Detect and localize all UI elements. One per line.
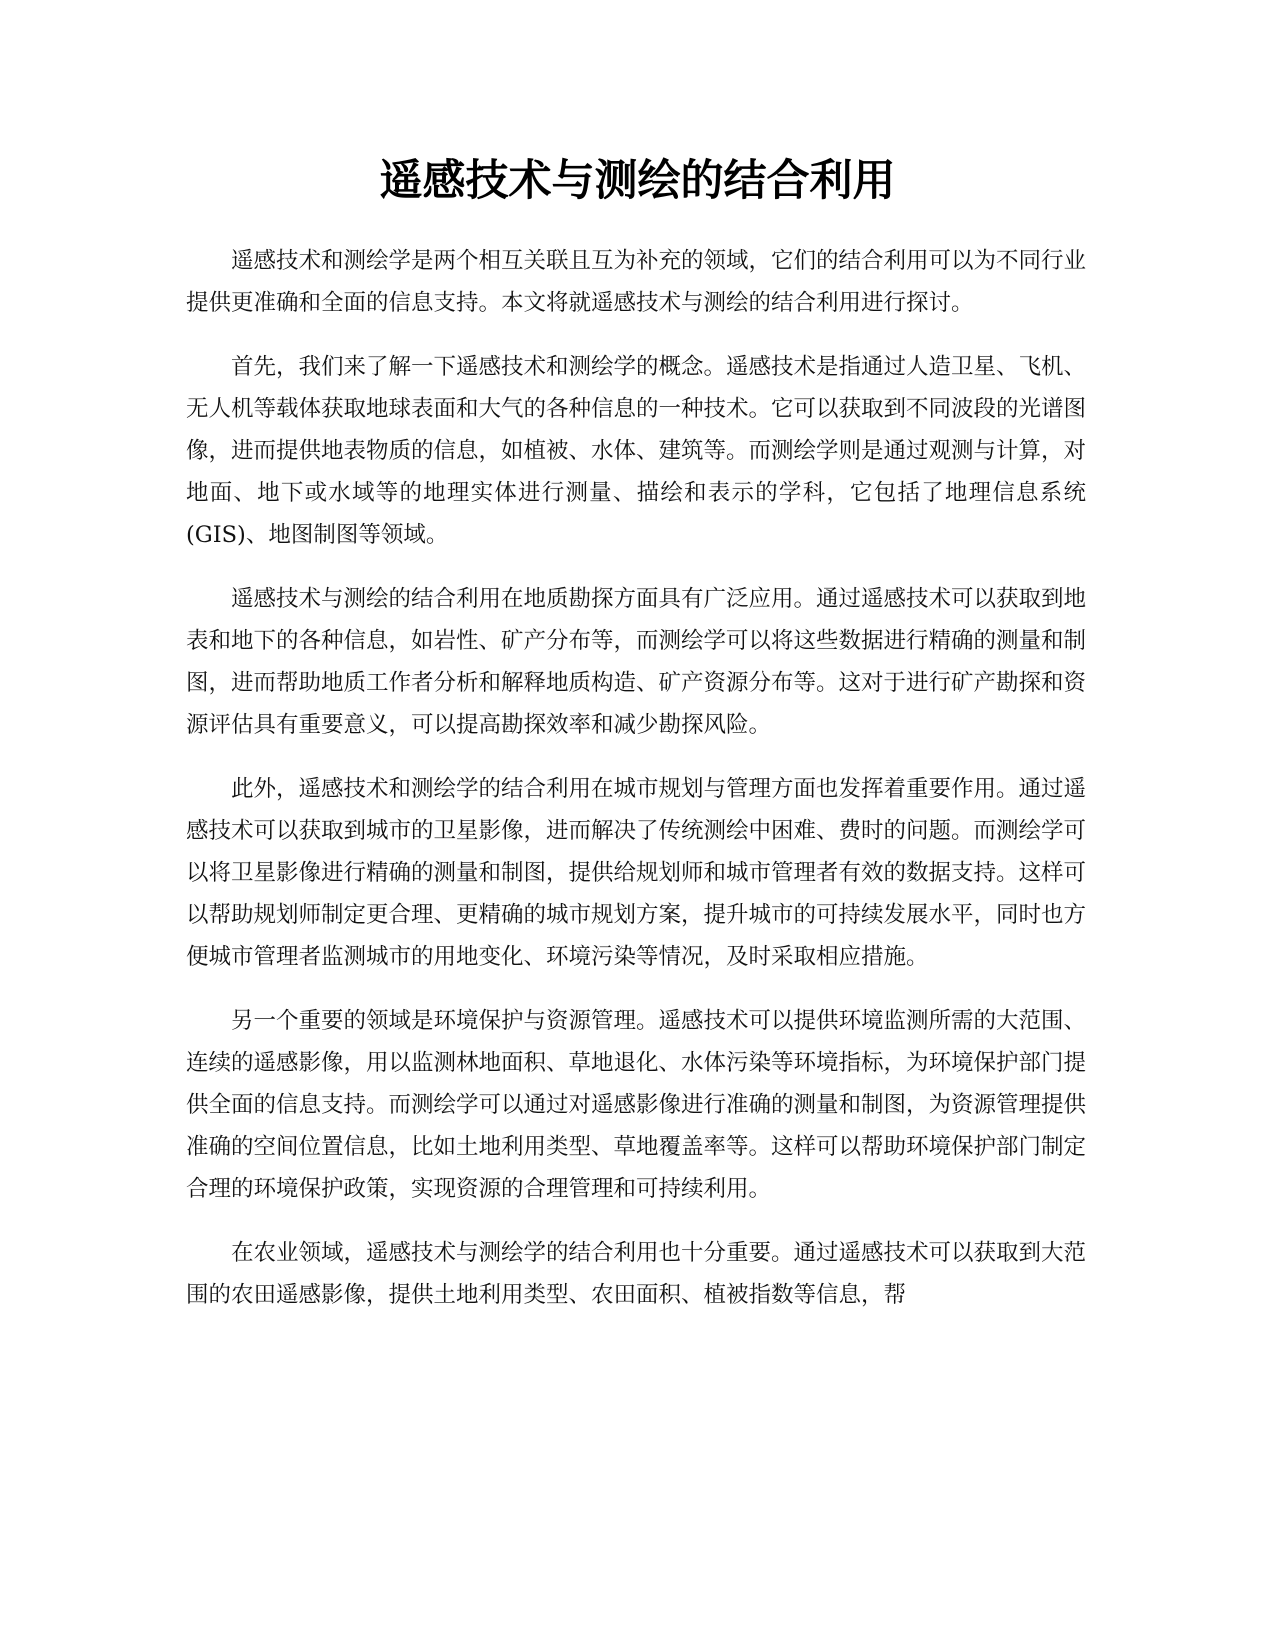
paragraph-geology: 遥感技术与测绘的结合利用在地质勘探方面具有广泛应用。通过遥感技术可以获取到地表和地下的各种信息，如岩性、矿产分布等，而测绘学可以将这些数据进行精确的测量和制图，进而帮助地质工作者分析和解释地质构造、矿产资源分布等。这对于进行矿产勘探和资源评估具有重要意义，可以提高勘探效率和减少勘探风险。 xyxy=(186,586,1087,738)
paragraph-agriculture: 在农业领域，遥感技术与测绘学的结合利用也十分重要。通过遥感技术可以获取到大范围的农田遥感影像，提供土地利用类型、农田面积、植被指数等信息，帮 xyxy=(186,1240,1087,1308)
paragraph-intro: 遥感技术和测绘学是两个相互关联且互为补充的领域，它们的结合利用可以为不同行业提供更准确和全面的信息支持。本文将就遥感技术与测绘的结合利用进行探讨。 xyxy=(186,248,1087,316)
paragraph-urban-planning: 此外，遥感技术和测绘学的结合利用在城市规划与管理方面也发挥着重要作用。通过遥感技术可以获取到城市的卫星影像，进而解决了传统测绘中困难、费时的问题。而测绘学可以将卫星影像进行精确的测量和制图，提供给规划师和城市管理者有效的数据支持。这样可以帮助规划师制定更合理、更精确的城市规划方案，提升城市的可持续发展水平，同时也方便城市管理者监测城市的用地变化、环境污染等情况，及时采取相应措施。 xyxy=(186,776,1087,970)
paragraph-environment: 另一个重要的领域是环境保护与资源管理。遥感技术可以提供环境监测所需的大范围、连续的遥感影像，用以监测林地面积、草地退化、水体污染等环境指标，为环境保护部门提供全面的信息支持。而测绘学可以通过对遥感影像进行准确的测量和制图，为资源管理提供准确的空间位置信息，比如土地利用类型、草地覆盖率等。这样可以帮助环境保护部门制定合理的环境保护政策，实现资源的合理管理和可持续利用。 xyxy=(186,1008,1087,1202)
paragraph-concepts: 首先，我们来了解一下遥感技术和测绘学的概念。遥感技术是指通过人造卫星、飞机、无人机等载体获取地球表面和大气的各种信息的一种技术。它可以获取到不同波段的光谱图像，进而提供地表物质的信息，如植被、水体、建筑等。而测绘学则是通过观测与计算，对地面、地下或水域等的地理实体进行测量、描绘和表示的学科，它包括了地理信息系统(GIS)、地图制图等领域。 xyxy=(186,354,1087,548)
document-body xyxy=(186,240,1086,1338)
document-title: 遥感技术与测绘的结合利用 xyxy=(379,156,896,206)
